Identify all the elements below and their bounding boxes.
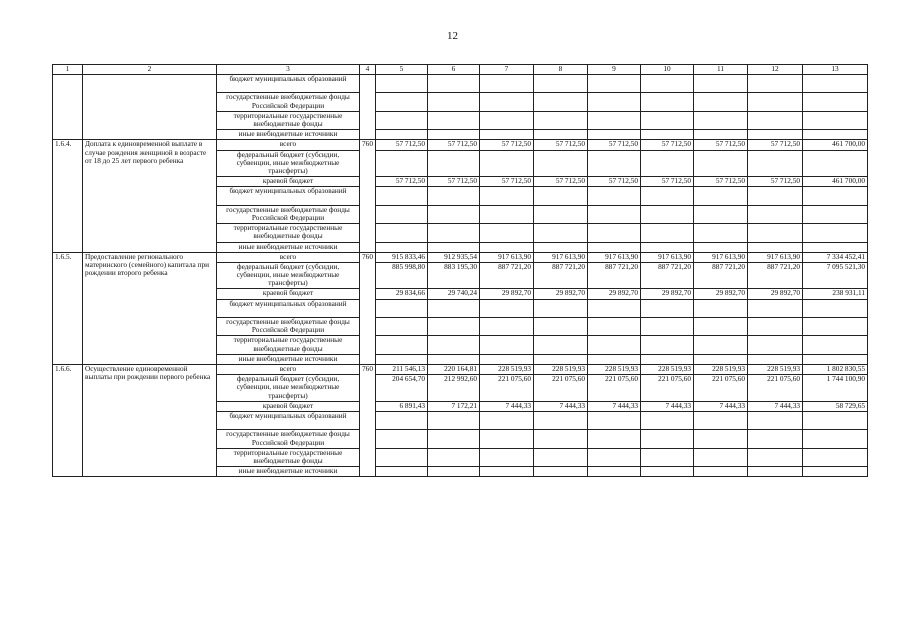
funding-source: иные внебюджетные источники — [217, 467, 360, 477]
amount-cell — [803, 93, 868, 111]
amount-cell: 221 075,60 — [534, 375, 588, 402]
amount-cell: 29 892,70 — [534, 289, 588, 299]
amount-cell — [748, 150, 803, 177]
amount-cell — [428, 354, 480, 364]
item-number: 1.6.5. — [53, 252, 83, 364]
amount-cell — [428, 242, 480, 252]
amount-cell — [641, 336, 694, 354]
amount-cell — [480, 354, 534, 364]
amount-cell: 228 519,93 — [641, 365, 694, 375]
amount-cell — [376, 448, 428, 466]
amount-cell — [428, 411, 480, 429]
amount-cell — [641, 187, 694, 205]
funding-source: бюджет муниципальных образований — [217, 75, 360, 93]
amount-cell — [588, 93, 641, 111]
amount-cell — [748, 354, 803, 364]
amount-cell — [428, 299, 480, 317]
amount-cell — [588, 111, 641, 129]
amount-cell: 915 833,46 — [376, 252, 428, 262]
amount-cell — [694, 299, 748, 317]
column-number: 13 — [803, 65, 868, 75]
amount-cell — [480, 93, 534, 111]
amount-cell — [588, 354, 641, 364]
amount-cell: 887 721,20 — [641, 262, 694, 289]
amount-cell — [428, 187, 480, 205]
amount-cell — [428, 150, 480, 177]
amount-cell — [480, 336, 534, 354]
amount-cell — [694, 467, 748, 477]
code-cell: 760 — [360, 365, 376, 477]
funding-source: территориальные государственные внебюджетные фонды — [217, 224, 360, 242]
amount-cell: 887 721,20 — [480, 262, 534, 289]
amount-cell: 29 892,70 — [641, 289, 694, 299]
amount-cell: 57 712,50 — [748, 140, 803, 150]
amount-cell — [694, 411, 748, 429]
funding-source: федеральный бюджет (субсидии, субвенции, иные межбюджетные трансферты) — [217, 262, 360, 289]
item-name: Осуществление единовременной выплаты при рождении первого ребенка — [83, 365, 217, 477]
amount-cell — [428, 467, 480, 477]
amount-cell: 204 654,70 — [376, 375, 428, 402]
amount-cell — [803, 111, 868, 129]
amount-cell: 29 740,24 — [428, 289, 480, 299]
amount-cell — [694, 430, 748, 448]
amount-cell — [748, 242, 803, 252]
amount-cell — [803, 430, 868, 448]
amount-cell — [748, 467, 803, 477]
amount-cell — [376, 111, 428, 129]
item-number: 1.6.6. — [53, 365, 83, 477]
amount-cell — [748, 336, 803, 354]
amount-cell: 887 721,20 — [588, 262, 641, 289]
amount-cell — [748, 130, 803, 140]
amount-cell — [748, 187, 803, 205]
column-number: 7 — [480, 65, 534, 75]
amount-cell — [641, 299, 694, 317]
column-number-row — [53, 65, 868, 75]
amount-cell — [534, 467, 588, 477]
amount-cell — [803, 448, 868, 466]
amount-cell — [803, 224, 868, 242]
amount-cell: 57 712,50 — [694, 177, 748, 187]
amount-cell — [534, 430, 588, 448]
amount-cell — [480, 111, 534, 129]
amount-cell: 57 712,50 — [428, 177, 480, 187]
amount-cell — [428, 111, 480, 129]
amount-cell — [694, 93, 748, 111]
amount-cell — [588, 205, 641, 223]
column-number: 12 — [748, 65, 803, 75]
amount-cell: 57 712,50 — [428, 140, 480, 150]
amount-cell — [694, 187, 748, 205]
amount-cell — [376, 336, 428, 354]
amount-cell — [803, 318, 868, 336]
amount-cell: 29 892,70 — [694, 289, 748, 299]
amount-cell — [748, 448, 803, 466]
amount-cell: 57 712,50 — [588, 177, 641, 187]
amount-cell — [748, 205, 803, 223]
amount-cell — [748, 299, 803, 317]
amount-cell — [748, 224, 803, 242]
amount-cell — [588, 430, 641, 448]
amount-cell — [803, 411, 868, 429]
amount-cell — [748, 318, 803, 336]
amount-cell — [428, 336, 480, 354]
amount-cell: 57 712,50 — [376, 140, 428, 150]
amount-cell — [803, 242, 868, 252]
funding-source: государственные внебюджетные фонды Российской Федерации — [217, 205, 360, 223]
amount-cell — [480, 150, 534, 177]
amount-cell — [588, 187, 641, 205]
amount-cell — [376, 411, 428, 429]
amount-cell — [428, 224, 480, 242]
amount-cell — [428, 75, 480, 93]
amount-cell — [534, 448, 588, 466]
amount-cell: 887 721,20 — [534, 262, 588, 289]
amount-cell — [588, 336, 641, 354]
amount-cell — [694, 354, 748, 364]
funding-source: федеральный бюджет (субсидии, субвенции, иные межбюджетные трансферты) — [217, 150, 360, 177]
amount-cell — [641, 411, 694, 429]
amount-cell — [641, 448, 694, 466]
funding-source: бюджет муниципальных образований — [217, 187, 360, 205]
amount-cell: 29 892,70 — [748, 289, 803, 299]
amount-cell: 917 613,90 — [641, 252, 694, 262]
amount-cell: 228 519,93 — [588, 365, 641, 375]
funding-source: всего — [217, 365, 360, 375]
amount-cell — [641, 318, 694, 336]
amount-cell: 7 444,33 — [480, 401, 534, 411]
amount-cell: 883 195,30 — [428, 262, 480, 289]
amount-cell: 57 712,50 — [694, 140, 748, 150]
item-name — [83, 75, 217, 140]
amount-cell — [641, 242, 694, 252]
amount-cell — [641, 467, 694, 477]
amount-cell: 912 935,54 — [428, 252, 480, 262]
amount-cell — [376, 187, 428, 205]
column-number: 8 — [534, 65, 588, 75]
column-number: 1 — [53, 65, 83, 75]
amount-cell: 57 712,50 — [641, 140, 694, 150]
amount-cell — [534, 336, 588, 354]
item-name: Доплата к единовременной выплате в случае рождения женщиной в возрасте от 18 до 25 лет первого ребенка — [83, 140, 217, 252]
amount-cell — [428, 430, 480, 448]
funding-source: бюджет муниципальных образований — [217, 411, 360, 429]
amount-cell — [376, 299, 428, 317]
amount-cell — [748, 430, 803, 448]
amount-cell — [694, 242, 748, 252]
amount-cell — [376, 467, 428, 477]
amount-cell — [803, 299, 868, 317]
amount-cell — [480, 448, 534, 466]
amount-cell — [694, 150, 748, 177]
amount-cell — [534, 205, 588, 223]
amount-cell — [376, 354, 428, 364]
funding-source: краевой бюджет — [217, 401, 360, 411]
amount-cell: 917 613,90 — [694, 252, 748, 262]
amount-cell — [803, 354, 868, 364]
item-number — [53, 75, 83, 140]
amount-cell: 917 613,90 — [588, 252, 641, 262]
amount-cell — [641, 111, 694, 129]
amount-cell — [641, 75, 694, 93]
amount-cell — [428, 130, 480, 140]
column-number: 10 — [641, 65, 694, 75]
amount-cell: 238 931,11 — [803, 289, 868, 299]
amount-cell: 29 834,66 — [376, 289, 428, 299]
amount-cell — [376, 93, 428, 111]
amount-cell — [428, 93, 480, 111]
amount-cell — [748, 111, 803, 129]
column-number: 9 — [588, 65, 641, 75]
funding-source: территориальные государственные внебюджетные фонды — [217, 448, 360, 466]
amount-cell — [641, 93, 694, 111]
amount-cell — [641, 205, 694, 223]
amount-cell: 211 546,13 — [376, 365, 428, 375]
funding-source: краевой бюджет — [217, 289, 360, 299]
amount-cell: 228 519,93 — [480, 365, 534, 375]
amount-cell: 57 712,50 — [534, 177, 588, 187]
amount-cell — [534, 150, 588, 177]
table-row — [53, 75, 868, 93]
amount-cell: 917 613,90 — [480, 252, 534, 262]
amount-cell — [480, 411, 534, 429]
amount-cell — [641, 224, 694, 242]
funding-source: иные внебюджетные источники — [217, 354, 360, 364]
amount-cell — [694, 318, 748, 336]
amount-cell — [641, 150, 694, 177]
amount-cell — [534, 93, 588, 111]
amount-cell: 220 164,81 — [428, 365, 480, 375]
table-row — [53, 140, 868, 150]
amount-cell — [480, 205, 534, 223]
amount-cell: 57 712,50 — [748, 177, 803, 187]
amount-cell: 885 998,80 — [376, 262, 428, 289]
amount-cell — [376, 205, 428, 223]
column-number: 5 — [376, 65, 428, 75]
amount-cell: 221 075,60 — [588, 375, 641, 402]
amount-cell: 29 892,70 — [480, 289, 534, 299]
amount-cell — [534, 242, 588, 252]
item-number: 1.6.4. — [53, 140, 83, 252]
amount-cell — [376, 75, 428, 93]
column-number: 2 — [83, 65, 217, 75]
amount-cell: 7 444,33 — [534, 401, 588, 411]
amount-cell — [376, 430, 428, 448]
column-number: 3 — [217, 65, 360, 75]
amount-cell — [480, 430, 534, 448]
amount-cell — [428, 205, 480, 223]
amount-cell — [748, 411, 803, 429]
amount-cell — [588, 448, 641, 466]
amount-cell: 221 075,60 — [480, 375, 534, 402]
amount-cell — [803, 75, 868, 93]
funding-source: государственные внебюджетные фонды Российской Федерации — [217, 318, 360, 336]
amount-cell: 6 891,43 — [376, 401, 428, 411]
funding-source: бюджет муниципальных образований — [217, 299, 360, 317]
amount-cell — [694, 336, 748, 354]
amount-cell: 7 444,33 — [748, 401, 803, 411]
amount-cell: 917 613,90 — [748, 252, 803, 262]
amount-cell: 1 744 100,90 — [803, 375, 868, 402]
funding-source: иные внебюджетные источники — [217, 242, 360, 252]
funding-source: территориальные государственные внебюджетные фонды — [217, 111, 360, 129]
amount-cell — [480, 130, 534, 140]
amount-cell — [803, 130, 868, 140]
amount-cell: 57 712,50 — [588, 140, 641, 150]
amount-cell — [376, 224, 428, 242]
amount-cell: 7 334 452,41 — [803, 252, 868, 262]
amount-cell — [694, 75, 748, 93]
amount-cell: 7 444,33 — [694, 401, 748, 411]
amount-cell: 57 712,50 — [534, 140, 588, 150]
amount-cell — [694, 205, 748, 223]
budget-table — [52, 64, 868, 477]
amount-cell — [803, 187, 868, 205]
amount-cell — [588, 130, 641, 140]
amount-cell — [694, 130, 748, 140]
amount-cell — [480, 467, 534, 477]
amount-cell — [534, 75, 588, 93]
amount-cell: 228 519,93 — [748, 365, 803, 375]
amount-cell: 228 519,93 — [694, 365, 748, 375]
amount-cell — [588, 150, 641, 177]
amount-cell — [588, 318, 641, 336]
amount-cell: 1 802 830,55 — [803, 365, 868, 375]
amount-cell: 57 712,50 — [376, 177, 428, 187]
amount-cell — [534, 299, 588, 317]
amount-cell: 7 172,21 — [428, 401, 480, 411]
amount-cell — [534, 354, 588, 364]
amount-cell: 212 992,60 — [428, 375, 480, 402]
funding-source: территориальные государственные внебюджетные фонды — [217, 336, 360, 354]
amount-cell — [588, 242, 641, 252]
amount-cell: 7 444,33 — [588, 401, 641, 411]
funding-source: государственные внебюджетные фонды Российской Федерации — [217, 430, 360, 448]
amount-cell — [480, 224, 534, 242]
amount-cell — [588, 411, 641, 429]
funding-source: краевой бюджет — [217, 177, 360, 187]
table-row — [53, 365, 868, 375]
amount-cell — [480, 187, 534, 205]
amount-cell — [588, 467, 641, 477]
amount-cell — [803, 205, 868, 223]
amount-cell — [694, 224, 748, 242]
amount-cell: 228 519,93 — [534, 365, 588, 375]
amount-cell — [803, 150, 868, 177]
amount-cell — [694, 448, 748, 466]
amount-cell: 221 075,60 — [641, 375, 694, 402]
amount-cell — [534, 318, 588, 336]
amount-cell — [588, 299, 641, 317]
amount-cell: 461 700,00 — [803, 140, 868, 150]
amount-cell — [428, 448, 480, 466]
amount-cell: 7 444,33 — [641, 401, 694, 411]
amount-cell: 58 729,65 — [803, 401, 868, 411]
column-number: 11 — [694, 65, 748, 75]
amount-cell — [803, 336, 868, 354]
amount-cell: 887 721,20 — [694, 262, 748, 289]
amount-cell — [534, 130, 588, 140]
amount-cell — [588, 224, 641, 242]
amount-cell — [641, 430, 694, 448]
amount-cell — [480, 75, 534, 93]
amount-cell — [376, 130, 428, 140]
amount-cell — [748, 93, 803, 111]
code-cell: 760 — [360, 140, 376, 252]
amount-cell — [534, 411, 588, 429]
amount-cell — [480, 318, 534, 336]
column-number: 4 — [360, 65, 376, 75]
amount-cell: 221 075,60 — [694, 375, 748, 402]
amount-cell — [641, 130, 694, 140]
item-name: Предоставление регионального материнского (семейного) капитала при рождении второго ребенка — [83, 252, 217, 364]
amount-cell — [480, 242, 534, 252]
amount-cell — [376, 242, 428, 252]
amount-cell: 887 721,20 — [748, 262, 803, 289]
funding-source: всего — [217, 140, 360, 150]
code-cell: 760 — [360, 252, 376, 364]
amount-cell — [694, 111, 748, 129]
amount-cell: 57 712,50 — [480, 177, 534, 187]
page-number: 12 — [447, 30, 458, 42]
amount-cell — [376, 150, 428, 177]
amount-cell — [376, 318, 428, 336]
amount-cell — [534, 187, 588, 205]
amount-cell — [534, 224, 588, 242]
amount-cell — [588, 75, 641, 93]
amount-cell: 57 712,50 — [480, 140, 534, 150]
funding-source: федеральный бюджет (субсидии, субвенции, иные межбюджетные трансферты) — [217, 375, 360, 402]
amount-cell: 917 613,90 — [534, 252, 588, 262]
amount-cell — [641, 354, 694, 364]
amount-cell: 29 892,70 — [588, 289, 641, 299]
amount-cell: 57 712,50 — [641, 177, 694, 187]
column-number: 6 — [428, 65, 480, 75]
amount-cell: 221 075,60 — [748, 375, 803, 402]
code-cell — [360, 75, 376, 140]
amount-cell — [428, 318, 480, 336]
funding-source: иные внебюджетные источники — [217, 130, 360, 140]
amount-cell — [480, 299, 534, 317]
amount-cell — [748, 75, 803, 93]
funding-source: всего — [217, 252, 360, 262]
amount-cell: 7 095 521,30 — [803, 262, 868, 289]
funding-source: государственные внебюджетные фонды Российской Федерации — [217, 93, 360, 111]
amount-cell: 461 700,00 — [803, 177, 868, 187]
amount-cell — [534, 111, 588, 129]
table-row — [53, 252, 868, 262]
amount-cell — [803, 467, 868, 477]
